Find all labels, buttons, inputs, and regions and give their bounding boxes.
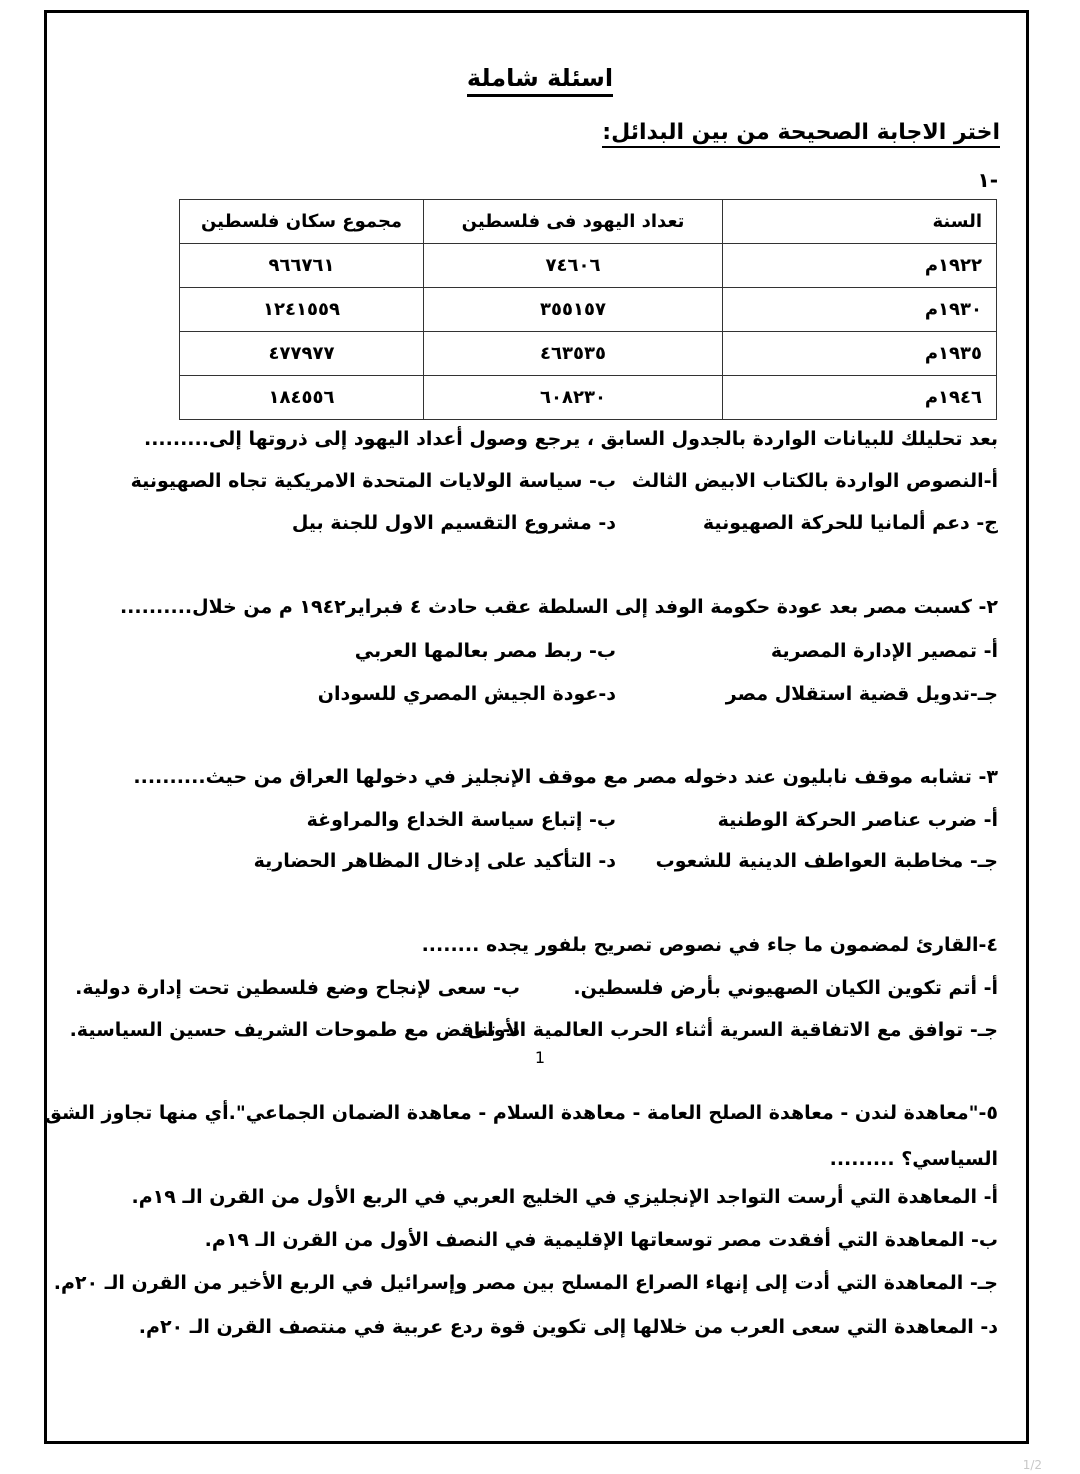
question-2-option-b: ب- ربط مصر بعالمها العربي bbox=[354, 640, 616, 662]
cell-total-population: ٤٧٧٩٧٧ bbox=[180, 332, 424, 376]
header-total-population: مجموع سكان فلسطين bbox=[180, 200, 424, 244]
question-5-option-b: ب- المعاهدة التي أفقدت مصر توسعاتها الإقليمية في النصف الأول من القرن الـ ١٩م. bbox=[204, 1229, 998, 1251]
cell-total-population: ١٨٤٥٥٦ bbox=[180, 376, 424, 420]
cell-year: ١٩٢٢م bbox=[723, 244, 997, 288]
table-row bbox=[180, 332, 997, 376]
table-row bbox=[180, 244, 997, 288]
page-number: 1 bbox=[534, 1048, 546, 1067]
table-header-row bbox=[180, 200, 997, 244]
question-4-text: ٤-القارئ لمضمون ما جاء في نصوص تصريح بلفور يجده ........ bbox=[421, 934, 998, 956]
cell-jews-count: ٤٦٣٥٣٥ bbox=[424, 332, 723, 376]
question-3-option-a: أ- ضرب عناصر الحركة الوطنية bbox=[717, 809, 998, 831]
question-1-text: بعد تحليلك للبيانات الواردة بالجدول السابق ، يرجع وصول أعداد اليهود إلى ذروتها إلى......... bbox=[144, 428, 998, 450]
question-2-option-a: أ- تمصير الإدارة المصرية bbox=[770, 640, 998, 662]
question-2-text: ٢- كسبت مصر بعد عودة حكومة الوفد إلى السلطة عقب حادث ٤ فبراير١٩٤٢ م من خلال.......... bbox=[119, 596, 998, 618]
question-5-option-c: جـ- المعاهدة التي أدت إلى إنهاء الصراع المسلح بين مصر وإسرائيل في الربع الأخير من القرن الـ ٢٠م. bbox=[53, 1272, 998, 1294]
question-1-option-b: ب- سياسة الولايات المتحدة الامريكية تجاه الصهيونية bbox=[130, 470, 616, 492]
question-4-option-c: جـ- توافق مع الاتفاقية السرية أثناء الحرب العالمية الأولى. bbox=[460, 1019, 998, 1041]
question-5-text-continued: السياسي؟ ......... bbox=[829, 1148, 998, 1170]
cell-year: ١٩٤٦م bbox=[723, 376, 997, 420]
question-1-option-d: د- مشروع التقسيم الاول للجنة بيل bbox=[291, 512, 616, 534]
page-count-mark: 1/2 bbox=[1022, 1458, 1042, 1472]
question-2-option-c: جـ-تدويل قضية استقلال مصر bbox=[725, 683, 998, 705]
question-3-text: ٣- تشابه موقف نابليون عند دخوله مصر مع موقف الإنجليز في دخولها العراق من حيث.......... bbox=[133, 766, 998, 788]
question-3-option-c: جـ- مخاطبة العواطف الدينية للشعوب bbox=[655, 850, 998, 872]
question-4-option-a: أ- أتم تكوين الكيان الصهيوني بأرض فلسطين. bbox=[573, 977, 998, 999]
question-3-option-d: د- التأكيد على إدخال المظاهر الحضارية bbox=[253, 850, 616, 872]
question-4-option-b: ب- سعى لإنجاح وضع فلسطين تحت إدارة دولية. bbox=[75, 977, 520, 999]
cell-jews-count: ٦٠٨٢٣٠ bbox=[424, 376, 723, 420]
question-1-option-c: ج- دعم ألمانيا للحركة الصهيونية bbox=[702, 512, 998, 534]
header-jews-count: تعداد اليهود فى فلسطين bbox=[424, 200, 723, 244]
instruction-heading: اختر الاجابة الصحيحة من بين البدائل: bbox=[602, 120, 1000, 145]
cell-jews-count: ٧٤٦٠٦ bbox=[424, 244, 723, 288]
cell-year: ١٩٣٠م bbox=[723, 288, 997, 332]
question-1-number: ١- bbox=[977, 168, 998, 192]
cell-total-population: ١٢٤١٥٥٩ bbox=[180, 288, 424, 332]
question-4-option-d: د- تناقض مع طموحات الشريف حسين السياسية. bbox=[69, 1019, 520, 1041]
table-row bbox=[180, 288, 997, 332]
header-year: السنة bbox=[723, 200, 997, 244]
table-row bbox=[180, 376, 997, 420]
question-5-text: ٥-"معاهدة لندن - معاهدة الصلح العامة - معاهدة السلام - معاهدة الضمان الجماعي".أي منها تجاوز الشق bbox=[44, 1102, 998, 1124]
page-title: اسئلة شاملة bbox=[0, 64, 1080, 92]
question-5-option-a: أ- المعاهدة التي أرست التواجد الإنجليزي في الخليج العربي في الربع الأول من القرن الـ ١٩م. bbox=[131, 1186, 998, 1208]
question-2-option-d: د-عودة الجيش المصري للسودان bbox=[317, 683, 616, 705]
question-1-option-a: أ-النصوص الواردة بالكتاب الابيض الثالث bbox=[631, 470, 998, 492]
cell-year: ١٩٣٥م bbox=[723, 332, 997, 376]
question-5-option-d: د- المعاهدة التي سعى العرب من خلالها إلى تكوين قوة ردع عربية في منتصف القرن الـ ٢٠م. bbox=[138, 1316, 998, 1338]
cell-jews-count: ٣٥٥١٥٧ bbox=[424, 288, 723, 332]
cell-total-population: ٩٦٦٧٦١ bbox=[180, 244, 424, 288]
question-3-option-b: ب- إتباع سياسة الخداع والمراوغة bbox=[306, 809, 616, 831]
population-table bbox=[179, 199, 997, 420]
